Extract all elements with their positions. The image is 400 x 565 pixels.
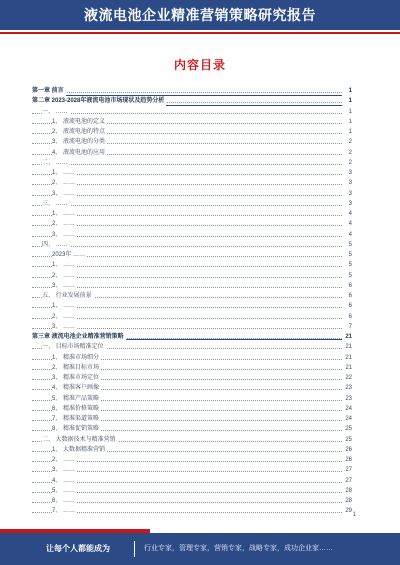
toc-entry-row[interactable]	[32, 260, 352, 270]
toc-page-number: 22	[342, 373, 352, 383]
toc-entry-text: 4、 ……	[52, 476, 77, 486]
toc-entry-text: 第一章 前言	[32, 86, 66, 96]
toc-entry-row[interactable]	[32, 107, 352, 117]
toc-entry-row[interactable]	[32, 158, 352, 168]
toc-page-number: 1	[342, 117, 352, 127]
toc-entry-text: 1、 液流电池的定义	[52, 117, 107, 127]
dot-leader	[32, 184, 342, 185]
toc-entry-text: 3、 ……	[52, 230, 77, 240]
toc-entry-row[interactable]	[32, 127, 352, 137]
toc-entry-text: 3、 ……	[52, 281, 77, 291]
toc-entry-row[interactable]	[32, 322, 352, 332]
toc-entry-text: 3、 液流电池的分类	[52, 137, 107, 147]
toc-page-number: 4	[342, 209, 352, 219]
toc-entry-text: 7、 ……	[52, 506, 77, 516]
toc-entry-text: 3、 精准市场定位	[52, 373, 101, 383]
toc-entry-text: 3、 ……	[52, 322, 77, 332]
toc-entry-text: 一、 ……	[42, 107, 70, 117]
toc-page-number: 21	[342, 363, 352, 373]
toc-page-number: 26	[342, 445, 352, 455]
toc-entry-text: 8、 精准促销策略	[52, 424, 101, 434]
toc-chapter-row[interactable]	[32, 332, 352, 342]
toc-entry-text: 四、 ……	[42, 240, 70, 250]
dot-leader	[32, 492, 342, 493]
toc-page-number: 26	[342, 455, 352, 465]
toc-page-number: 5	[342, 250, 352, 260]
toc-page-number: 2	[342, 137, 352, 147]
header-divider	[0, 32, 400, 34]
toc-page-number: 2	[342, 158, 352, 168]
dot-leader	[32, 113, 342, 114]
toc-entry-text: 5、 ……	[52, 486, 77, 496]
dot-leader	[32, 205, 342, 206]
toc-entry-row[interactable]	[32, 281, 352, 291]
toc-entry-row[interactable]	[32, 301, 352, 311]
dot-leader	[32, 502, 342, 503]
toc-page-number: 6	[342, 281, 352, 291]
toc-entry-row[interactable]	[32, 486, 352, 496]
toc-entry-row[interactable]	[32, 178, 352, 188]
footer-tagline: 行业专家，管理专家，营销专家，战略专家，成功企业家……	[144, 545, 333, 552]
toc-page-number: 5	[342, 240, 352, 250]
toc-entry-row[interactable]	[32, 312, 352, 322]
toc-entry-row[interactable]	[32, 291, 352, 301]
toc-entry-row[interactable]	[32, 363, 352, 373]
toc-page-number: 21	[342, 342, 352, 352]
toc-entry-text: 第三章 液流电池企业精准营销策略	[32, 332, 126, 342]
toc-chapter-row[interactable]	[32, 96, 352, 106]
toc-entry-row[interactable]	[32, 117, 352, 127]
toc-entry-row[interactable]	[32, 424, 352, 434]
dot-leader	[32, 225, 342, 226]
table-of-contents	[32, 86, 352, 517]
toc-page-number: 1	[342, 86, 352, 96]
toc-page-number: 2	[342, 148, 352, 158]
dot-leader	[32, 174, 342, 175]
dot-leader	[32, 266, 342, 267]
toc-entry-row[interactable]	[32, 476, 352, 486]
toc-entry-row[interactable]	[32, 240, 352, 250]
toc-entry-text: 4、 精准客户画像	[52, 383, 101, 393]
toc-page-number: 5	[342, 271, 352, 281]
toc-chapter-row[interactable]	[32, 86, 352, 96]
dot-leader	[32, 287, 342, 288]
toc-entry-text: 2、 ……	[52, 178, 77, 188]
toc-entry-row[interactable]	[32, 404, 352, 414]
toc-entry-row[interactable]	[32, 465, 352, 475]
toc-entry-text: 2、 液流电池的特点	[52, 127, 107, 137]
toc-entry-row[interactable]	[32, 506, 352, 516]
toc-entry-text: 五、 行业发展前景	[42, 291, 94, 301]
toc-page-number: 28	[342, 496, 352, 506]
toc-page-number: 3	[342, 189, 352, 199]
dot-leader	[32, 461, 342, 462]
toc-page-number: 6	[342, 312, 352, 322]
toc-page-number: 3	[342, 168, 352, 178]
toc-entry-text: 3、 ……	[52, 189, 77, 199]
toc-page-number: 5	[342, 260, 352, 270]
toc-page-number: 27	[342, 465, 352, 475]
toc-page-number: 29	[342, 506, 352, 516]
toc-entry-text: 第二章 2023-2028年液流电池市场现状及趋势分析	[32, 96, 166, 106]
toc-entry-row[interactable]	[32, 373, 352, 383]
toc-entry-row[interactable]	[32, 271, 352, 281]
toc-page-number: 23	[342, 394, 352, 404]
footer-slogan: 让每个人都能成为	[46, 544, 110, 553]
dot-leader	[32, 277, 342, 278]
toc-entry-text: 三、 ……	[42, 199, 70, 209]
toc-entry-row[interactable]	[32, 209, 352, 219]
toc-entry-row[interactable]	[32, 189, 352, 199]
toc-entry-text: 7、 精准渠道策略	[52, 414, 101, 424]
dot-leader	[32, 512, 342, 513]
toc-page-number: 21	[342, 332, 352, 342]
toc-entry-text: 2、 精准目标市场	[52, 363, 101, 373]
toc-entry-text: 5、 精准产品策略	[52, 394, 101, 404]
toc-entry-row[interactable]	[32, 230, 352, 240]
toc-entry-text: 1、 ……	[52, 260, 77, 270]
toc-entry-text: 二、 ……	[42, 158, 70, 168]
toc-page-number: 4	[342, 219, 352, 229]
dot-leader	[32, 307, 342, 308]
dot-leader	[32, 164, 342, 165]
toc-page-number: 3	[342, 199, 352, 209]
toc-entry-row[interactable]	[32, 342, 352, 352]
toc-page-number: 24	[342, 414, 352, 424]
toc-entry-row[interactable]	[32, 250, 352, 260]
dot-leader	[32, 318, 342, 319]
toc-entry-row[interactable]	[32, 199, 352, 209]
toc-entry-row[interactable]	[32, 383, 352, 393]
toc-page-number: 6	[342, 301, 352, 311]
toc-page-number: 24	[342, 404, 352, 414]
toc-entry-text: 2、 ……	[52, 455, 77, 465]
footer-separator	[134, 541, 135, 557]
toc-entry-text: 1、 ……	[52, 168, 77, 178]
page-number: 1	[352, 512, 356, 518]
toc-entry-row[interactable]	[32, 137, 352, 147]
toc-page-number: 25	[342, 424, 352, 434]
toc-page-number: 28	[342, 486, 352, 496]
toc-entry-row[interactable]	[32, 168, 352, 178]
toc-page-number: 27	[342, 476, 352, 486]
toc-entry-text: 1、 精准市场细分	[52, 353, 101, 363]
toc-entry-text: 一、 目标市场精准定位	[42, 342, 106, 352]
toc-entry-text: 2、 ……	[52, 312, 77, 322]
toc-page-number: 6	[342, 291, 352, 301]
dot-leader	[32, 482, 342, 483]
toc-entry-row[interactable]	[32, 219, 352, 229]
toc-entry-text: 1、 大数据精准营销	[52, 445, 107, 455]
toc-entry-row[interactable]	[32, 414, 352, 424]
toc-page-number: 25	[342, 435, 352, 445]
toc-entry-row[interactable]	[32, 445, 352, 455]
toc-page-number: 7	[342, 322, 352, 332]
toc-entry-text: 1、 ……	[52, 301, 77, 311]
toc-entry-text: 2、 ……	[52, 219, 77, 229]
dot-leader	[32, 195, 342, 196]
toc-entry-row[interactable]	[32, 496, 352, 506]
dot-leader	[32, 215, 342, 216]
toc-page-number: 21	[342, 353, 352, 363]
dot-leader	[32, 328, 342, 329]
toc-entry-text: 4、 液流电池的应用	[52, 148, 107, 158]
toc-page-number: 1	[342, 96, 352, 106]
report-title: 液流电池企业精准营销策略研究报告	[84, 7, 316, 23]
toc-entry-row[interactable]	[32, 353, 352, 363]
toc-page-number: 23	[342, 383, 352, 393]
toc-entry-row[interactable]	[32, 455, 352, 465]
toc-entry-row[interactable]	[32, 148, 352, 158]
toc-entry-row[interactable]	[32, 394, 352, 404]
toc-entry-text: 6、 ……	[52, 496, 77, 506]
dot-leader	[32, 246, 342, 247]
toc-page-number: 1	[342, 127, 352, 137]
toc-entry-text: 二、 大数据技术与精准营销	[42, 435, 118, 445]
toc-entry-text: 3、 ……	[52, 465, 77, 475]
toc-entry-text: 6、 精准价格策略	[52, 404, 101, 414]
dot-leader	[32, 471, 342, 472]
toc-entry-text: 2023年 ……	[52, 250, 87, 260]
toc-entry-row[interactable]	[32, 435, 352, 445]
dot-leader	[32, 236, 342, 237]
toc-page-number: 1	[342, 107, 352, 117]
toc-page-number: 3	[342, 178, 352, 188]
dot-leader	[32, 92, 342, 93]
toc-entry-text: 2、 ……	[52, 271, 77, 281]
toc-entry-text: 1、 ……	[52, 209, 77, 219]
toc-title: 内容目录	[173, 58, 226, 72]
toc-page-number: 4	[342, 230, 352, 240]
